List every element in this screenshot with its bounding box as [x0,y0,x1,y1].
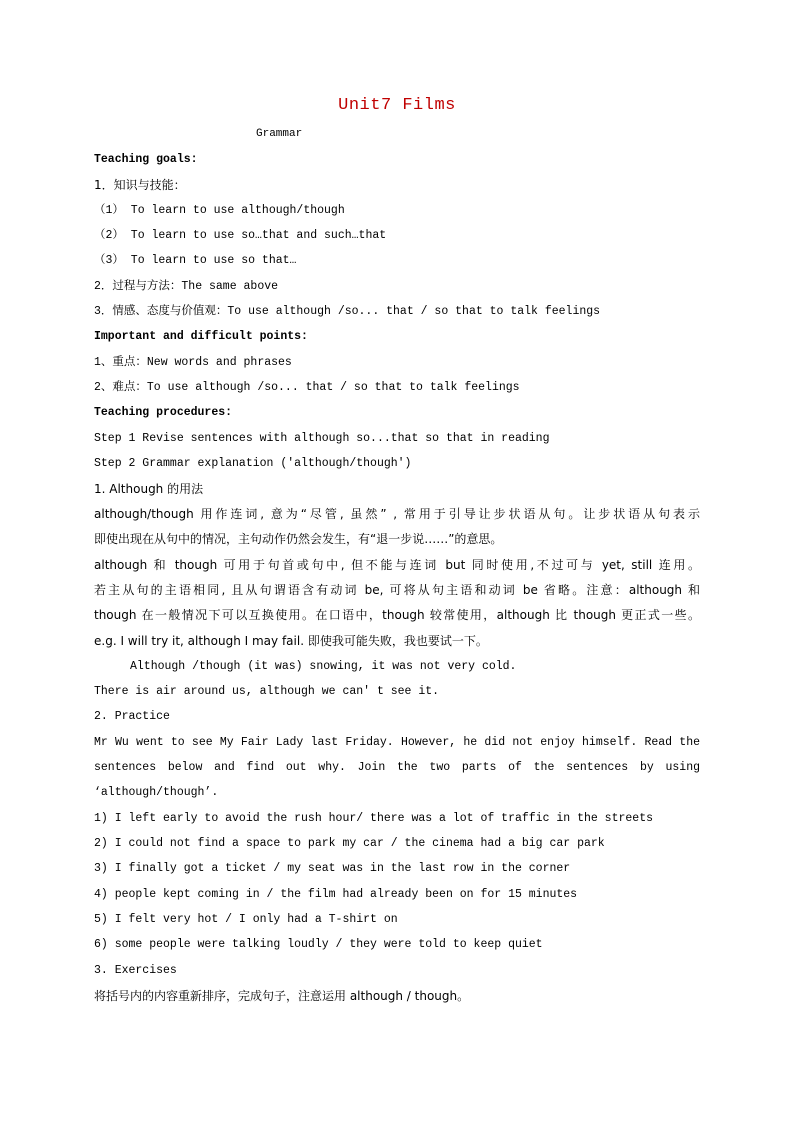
para-2-line: 若主从句的主语相同, 且从句谓语含有动词 be, 可将从句主语和动词 be 省略。注意：although 和 [94,583,700,597]
example-2: Although /though (it was) snowing, it was not very cold. [130,660,517,673]
para-1-line: 即使出现在从句中的情况，主句动作仍然会发生，有“退一步说……”的意思。 [94,532,503,546]
exercise-instruction: 将括号内的内容重新排序，完成句子，注意运用 although / though。 [94,989,470,1003]
practice-line: Mr Wu went to see My Fair Lady last Friday. However, he did not enjoy himself. Read the [94,736,700,749]
practice-item: 2) I could not find a space to park my car / the cinema had a big car park [94,837,605,850]
practice-item: 6) some people were talking loudly / they were told to keep quiet [94,938,543,951]
section-1-heading: 1. Although 的用法 [94,482,204,496]
practice-item: 1) I left early to avoid the rush hour/ there was a lot of traffic in the streets [94,812,653,825]
practice-item: 3) I finally got a ticket / my seat was in the last row in the corner [94,862,571,875]
para-2-line: though 在一般情况下可以互换使用。在口语中，though 较常使用，although 比 though 更正式一些。 [94,608,700,622]
section-3-heading: 3. Exercises [94,964,177,977]
goal-3: 3．情感、态度与价值观：To use although /so... that / so that to talk feelings [94,305,601,318]
example-3: There is air around us, although we can' t see it. [94,685,440,698]
goal-1: 1．知识与技能： [94,178,186,192]
practice-item: 4) people kept coming in / the film had already been on for 15 minutes [94,888,578,901]
practice-line: ‘although/though’. [94,786,219,799]
para-2-line: although 和 though 可用于句首或句中, 但不能与连词 but 同时使用,不过可与 yet, still 连用。 [94,558,700,572]
para-1-line: although/though 用作连词, 意为“尽管, 虽然” , 常用于引导让步状语从句。让步状语从句表示 [94,507,700,521]
goal-1-item: （3） To learn to use so that… [94,254,297,267]
point-1: 1、重点：New words and phrases [94,356,292,369]
step-2: Step 2 Grammar explanation ('although/though') [94,457,412,470]
section-2-heading: 2. Practice [94,710,170,723]
practice-item: 5) I felt very hot / I only had a T-shirt on [94,913,398,926]
practice-line: sentences below and find out why. Join the two parts of the sentences by using [94,761,700,774]
procedures-heading: Teaching procedures: [94,406,233,419]
teaching-goals-heading: Teaching goals: [94,153,198,166]
points-heading: Important and difficult points: [94,330,308,343]
goal-1-item: （1） To learn to use although/though [94,204,345,217]
page-subtitle: Grammar [256,128,303,140]
example-1: e.g. I will try it, although I may fail. 即使我可能失败，我也要试一下。 [94,634,488,648]
goal-2: 2．过程与方法：The same above [94,280,279,293]
page-title: Unit7 Films [338,96,456,115]
goal-1-item: （2） To learn to use so…that and such…that [94,229,387,242]
point-2: 2、难点：To use although /so... that / so that to talk feelings [94,381,520,394]
step-1: Step 1 Revise sentences with although so...that so that in reading [94,432,550,445]
